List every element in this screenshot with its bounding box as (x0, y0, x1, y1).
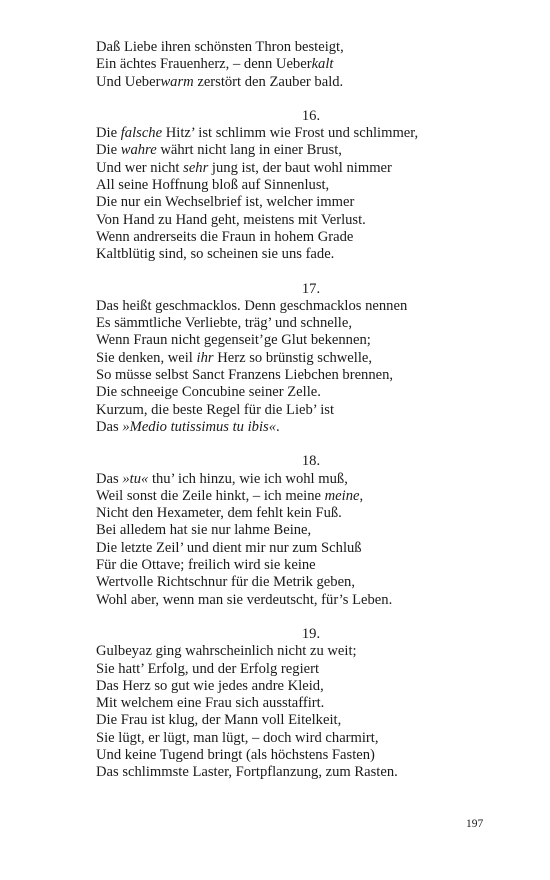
verse-line (96, 488, 496, 505)
line-text: Die letzte Zeil’ und dient mir nur zum Schluß (96, 539, 362, 556)
verse-line (96, 419, 496, 436)
line-text: , (359, 487, 364, 504)
line-text: Kurzum, die beste Regel für die Lieb’ ist (96, 401, 335, 418)
line-text: Und keine Tugend bringt (als höchstens Fasten) (96, 746, 375, 763)
line-text: Kaltblütig sind, so scheinen sie uns fade. (96, 246, 335, 263)
verse-line (96, 471, 496, 488)
verse-line (96, 747, 496, 764)
line-text: All seine Hoffnung bloß auf Sinnenlust, (96, 177, 330, 194)
italic-text: meine (324, 487, 360, 504)
verse-line (96, 730, 496, 747)
verse-line (96, 315, 496, 332)
line-text: Das (96, 418, 123, 435)
verse-line (96, 643, 496, 660)
line-text: Nicht den Hexameter, dem fehlt kein Fuß. (96, 505, 342, 522)
line-text: Die Frau ist klug, der Mann voll Eitelkeit, (96, 712, 342, 729)
line-text: Und wer nicht (96, 159, 184, 176)
verse-line (96, 56, 496, 73)
line-text: Sie lügt, er lügt, man lügt, – doch wird charmirt, (96, 729, 379, 746)
line-text: Wertvolle Richtschnur für die Metrik geben, (96, 574, 356, 591)
stanza (96, 453, 496, 609)
stanza-number: 18. (301, 453, 321, 470)
poem-text (96, 39, 496, 782)
line-text: Bei alledem hat sie nur lahme Beine, (96, 522, 312, 539)
verse-line (96, 125, 496, 142)
verse-line (96, 678, 496, 695)
verse-line (96, 350, 496, 367)
verse-line (96, 384, 496, 401)
italic-text: sehr (183, 159, 209, 176)
stanza-number: 16. (301, 107, 321, 124)
verse-line (96, 74, 496, 91)
line-text: Das schlimmste Laster, Fortpflanzung, zum Rasten. (96, 764, 398, 781)
line-text: Hitz’ ist schlimm wie Frost und schlimmer, (162, 125, 419, 142)
italic-text: »tu« (122, 470, 149, 487)
italic-text: »Medio tutissimus tu ibis« (122, 418, 277, 435)
verse-line (96, 246, 496, 263)
page-number: 197 (466, 818, 484, 830)
verse-line (96, 712, 496, 729)
verse-line (96, 142, 496, 159)
line-text: Es sämmtliche Verliebte, träg’ und schnelle, (96, 315, 352, 332)
line-text: jung ist, der baut wohl nimmer (208, 159, 392, 176)
line-text: Wohl aber, wenn man sie verdeutscht, für’s Leben. (96, 591, 393, 608)
verse-line (96, 298, 496, 315)
verse-line (96, 402, 496, 419)
line-text: währt nicht lang in einer Brust, (156, 142, 342, 159)
line-text: Die nur ein Wechselbrief ist, welcher immer (96, 194, 355, 211)
line-text: Weil sonst die Zeile hinkt, – ich meine (96, 487, 325, 504)
line-text: Mit welchem eine Frau sich ausstaffirt. (96, 695, 325, 712)
italic-text: falsche (120, 125, 163, 142)
stanza (96, 281, 496, 437)
line-text: Und Ueber (96, 73, 161, 90)
verse-line (96, 194, 496, 211)
verse-line (96, 764, 496, 781)
verse-line (96, 695, 496, 712)
verse-line (96, 592, 496, 609)
line-text: Das (96, 470, 123, 487)
line-text: So müsse selbst Sanct Franzens Liebchen brennen, (96, 367, 394, 384)
verse-line (96, 177, 496, 194)
verse-line (96, 212, 496, 229)
stanza (96, 108, 496, 264)
italic-text: ihr (196, 349, 214, 366)
line-text: Sie denken, weil (96, 349, 197, 366)
line-text: Die schneeige Concubine seiner Zelle. (96, 384, 321, 401)
line-text: Gulbeyaz ging wahrscheinlich nicht zu weit; (96, 643, 357, 660)
italic-text: kalt (311, 56, 334, 73)
verse-line (96, 505, 496, 522)
verse-line (96, 661, 496, 678)
stanza-number: 17. (301, 280, 321, 297)
italic-text: wahre (120, 142, 157, 159)
verse-line (96, 540, 496, 557)
line-text: Die (96, 125, 121, 142)
line-text: Von Hand zu Hand geht, meistens mit Verlust. (96, 211, 366, 228)
verse-line (96, 39, 496, 56)
line-text: . (276, 418, 280, 435)
verse-line (96, 332, 496, 349)
verse-line (96, 557, 496, 574)
line-text: Wenn andrerseits die Fraun in hohem Grade (96, 228, 354, 245)
line-text: Die (96, 142, 121, 159)
line-text: Herz so brünstig schwelle, (213, 349, 373, 366)
verse-line (96, 367, 496, 384)
line-text: Daß Liebe ihren schönsten Thron besteigt, (96, 39, 344, 55)
line-text: Das Herz so gut wie jedes andre Kleid, (96, 677, 324, 694)
verse-line (96, 522, 496, 539)
stanza (96, 626, 496, 782)
stanza-number: 19. (301, 625, 321, 642)
verse-line (96, 160, 496, 177)
line-text: zerstört den Zauber bald. (193, 73, 344, 90)
verse-line (96, 574, 496, 591)
line-text: Wenn Fraun nicht gegenseit’ge Glut bekennen; (96, 332, 371, 349)
line-text: thu’ ich hinzu, wie ich wohl muß, (148, 470, 348, 487)
verse-line (96, 229, 496, 246)
line-text: Ein ächtes Frauenherz, – denn Ueber (96, 56, 312, 73)
stanza (96, 39, 496, 91)
line-text: Das heißt geschmacklos. Denn geschmacklos nennen (96, 297, 408, 314)
italic-text: warm (160, 73, 194, 90)
line-text: Für die Ottave; freilich wird sie keine (96, 557, 316, 574)
line-text: Sie hatt’ Erfolg, und der Erfolg regiert (96, 660, 320, 677)
